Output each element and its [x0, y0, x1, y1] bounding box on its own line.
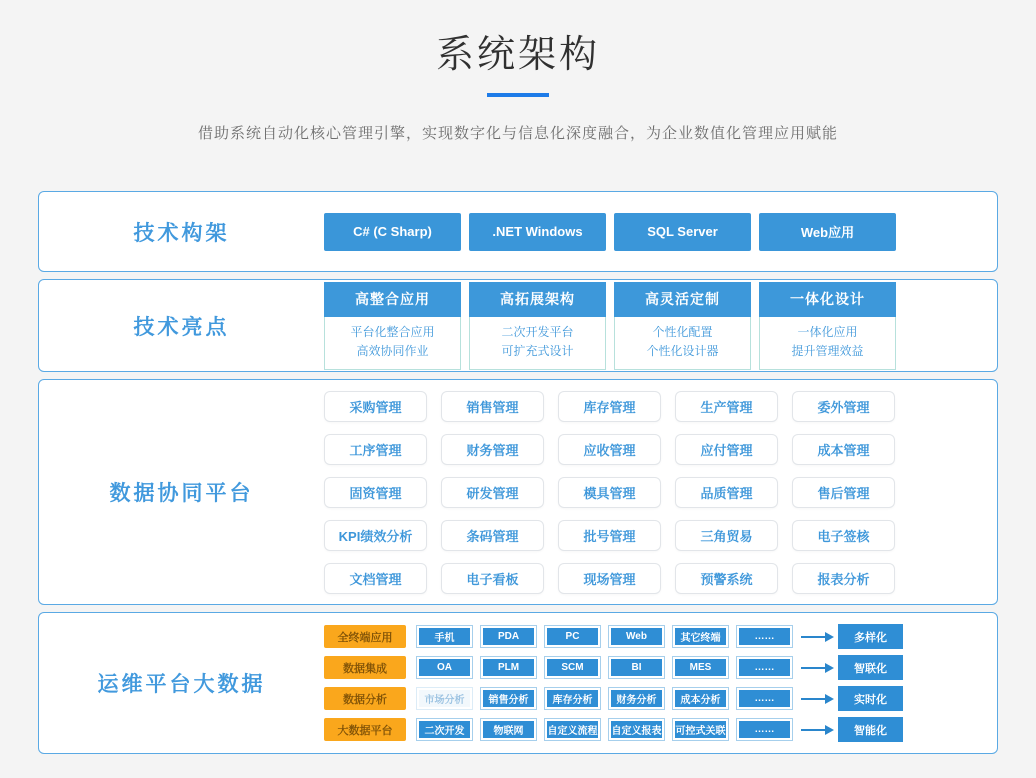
- flow-item-button[interactable]: 市场分析: [416, 687, 473, 710]
- flow-row-terminals: [324, 624, 903, 649]
- highlight-card-title: 一体化设计: [759, 282, 896, 317]
- flow-result-button[interactable]: 智能化: [838, 717, 903, 742]
- module-button[interactable]: 售后管理: [792, 477, 895, 508]
- module-button[interactable]: 条码管理: [441, 520, 544, 551]
- flow-item-button[interactable]: BI: [608, 656, 665, 679]
- module-button[interactable]: 电子看板: [441, 563, 544, 594]
- module-button[interactable]: 应付管理: [675, 434, 778, 465]
- highlight-card-line: 平台化整合应用: [350, 324, 435, 339]
- section-data-platform: [38, 379, 998, 605]
- section-label-highlights: 技术亮点: [133, 315, 230, 339]
- highlight-card-line: 二次开发平台: [501, 324, 574, 339]
- flow-category-button[interactable]: 数据集成: [324, 656, 406, 679]
- section-highlights: [38, 279, 998, 372]
- flow-category-button[interactable]: 全终端应用: [324, 625, 406, 648]
- flow-item-button[interactable]: 可控式关联: [672, 718, 729, 741]
- arrow-right-icon: [801, 632, 834, 642]
- flow-item-button[interactable]: 财务分析: [608, 687, 665, 710]
- highlight-card-line: 高效协同作业: [356, 343, 429, 358]
- highlight-card-title: 高灵活定制: [614, 282, 751, 317]
- highlight-card-line: 可扩充式设计: [501, 343, 574, 358]
- highlight-card-line: 提升管理效益: [791, 343, 864, 358]
- page-subtitle: 借助系统自动化核心管理引擎，实现数字化与信息化深度融合，为企业数值化管理应用赋能: [197, 125, 838, 142]
- module-button[interactable]: 工序管理: [324, 434, 427, 465]
- flow-category-button[interactable]: 大数据平台: [324, 718, 406, 741]
- tech-button-dotnet[interactable]: .NET Windows: [469, 213, 606, 251]
- flow-item-button[interactable]: 手机: [416, 625, 473, 648]
- arrow-right-icon: [801, 663, 834, 673]
- module-button[interactable]: 批号管理: [558, 520, 661, 551]
- highlight-card-line: 个性化配置: [652, 324, 713, 339]
- flow-item-button[interactable]: 其它终端: [672, 625, 729, 648]
- highlight-card-unified[interactable]: [759, 282, 896, 370]
- flow-item-button[interactable]: 二次开发: [416, 718, 473, 741]
- tech-button-web[interactable]: Web应用: [759, 213, 896, 251]
- flow-item-button[interactable]: OA: [416, 656, 473, 679]
- flow-item-button[interactable]: PLM: [480, 656, 537, 679]
- highlight-card-extensibility[interactable]: [469, 282, 606, 370]
- highlight-cards: [324, 282, 896, 370]
- module-button[interactable]: 固资管理: [324, 477, 427, 508]
- flow-row-bigdata-platform: [324, 717, 903, 742]
- tech-button-csharp[interactable]: C# (C Sharp): [324, 213, 461, 251]
- module-button[interactable]: 应收管理: [558, 434, 661, 465]
- module-button[interactable]: 电子签核: [792, 520, 895, 551]
- section-label-data-platform: 数据协同平台: [109, 482, 254, 505]
- section-bigdata: [38, 612, 998, 754]
- tech-stack-buttons: [324, 213, 896, 251]
- highlight-card-body: [325, 317, 460, 369]
- flow-item-button[interactable]: 自定义流程: [544, 718, 601, 741]
- flow-item-button[interactable]: ……: [736, 718, 793, 741]
- title-underline: [487, 93, 549, 97]
- page-header: [0, 0, 1036, 143]
- module-button[interactable]: 模具管理: [558, 477, 661, 508]
- sections-container: [38, 191, 998, 754]
- module-button[interactable]: 预警系统: [675, 563, 778, 594]
- flow-result-button[interactable]: 实时化: [838, 686, 903, 711]
- flow-item-button[interactable]: PDA: [480, 625, 537, 648]
- module-button[interactable]: 报表分析: [792, 563, 895, 594]
- flow-item-button[interactable]: 自定义报表: [608, 718, 665, 741]
- module-button[interactable]: 文档管理: [324, 563, 427, 594]
- module-grid: [324, 391, 895, 594]
- flow-item-button[interactable]: ……: [736, 656, 793, 679]
- module-button[interactable]: 成本管理: [792, 434, 895, 465]
- flow-row-integration: [324, 655, 903, 680]
- flow-item-button[interactable]: MES: [672, 656, 729, 679]
- flow-result-button[interactable]: 智联化: [838, 655, 903, 680]
- flow-category-button[interactable]: 数据分析: [324, 687, 406, 710]
- flow-item-button[interactable]: 成本分析: [672, 687, 729, 710]
- page-title: 系统架构: [435, 34, 600, 76]
- highlight-card-body: [615, 317, 750, 369]
- module-button[interactable]: 研发管理: [441, 477, 544, 508]
- section-label-tech-stack: 技术构架: [133, 221, 230, 245]
- flow-item-button[interactable]: SCM: [544, 656, 601, 679]
- flow-item-button[interactable]: 销售分析: [480, 687, 537, 710]
- highlight-card-customization[interactable]: [614, 282, 751, 370]
- flow-item-button[interactable]: 库存分析: [544, 687, 601, 710]
- module-button[interactable]: 三角贸易: [675, 520, 778, 551]
- module-button[interactable]: KPI绩效分析: [324, 520, 427, 551]
- highlight-card-line: 一体化应用: [797, 324, 858, 339]
- flow-item-button[interactable]: ……: [736, 625, 793, 648]
- flow-item-button[interactable]: PC: [544, 625, 601, 648]
- flow-row-analysis: [324, 686, 903, 711]
- module-button[interactable]: 生产管理: [675, 391, 778, 422]
- flow-result-button[interactable]: 多样化: [838, 624, 903, 649]
- section-label-bigdata: 运维平台大数据: [97, 673, 266, 696]
- module-button[interactable]: 采购管理: [324, 391, 427, 422]
- highlight-card-integration[interactable]: [324, 282, 461, 370]
- highlight-card-body: [760, 317, 895, 369]
- module-button[interactable]: 库存管理: [558, 391, 661, 422]
- highlight-card-line: 个性化设计器: [646, 343, 719, 358]
- module-button[interactable]: 销售管理: [441, 391, 544, 422]
- arrow-right-icon: [801, 694, 834, 704]
- arrow-right-icon: [801, 725, 834, 735]
- flow-item-button[interactable]: ……: [736, 687, 793, 710]
- tech-button-sqlserver[interactable]: SQL Server: [614, 213, 751, 251]
- module-button[interactable]: 品质管理: [675, 477, 778, 508]
- flow-rows: [324, 624, 903, 742]
- module-button[interactable]: 现场管理: [558, 563, 661, 594]
- highlight-card-title: 高整合应用: [324, 282, 461, 317]
- section-tech-stack: [38, 191, 998, 272]
- highlight-card-body: [470, 317, 605, 369]
- flow-item-button[interactable]: Web: [608, 625, 665, 648]
- flow-item-button[interactable]: 物联网: [480, 718, 537, 741]
- module-button[interactable]: 财务管理: [441, 434, 544, 465]
- module-button[interactable]: 委外管理: [792, 391, 895, 422]
- highlight-card-title: 高拓展架构: [469, 282, 606, 317]
